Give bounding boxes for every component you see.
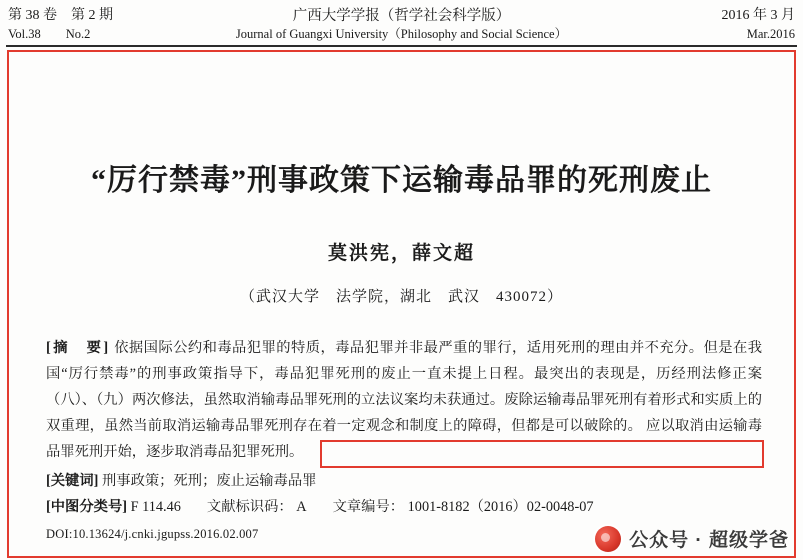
volume-issue-en: Vol.38 No.2 [8, 27, 91, 41]
abstract-highlight-text: 应以取消由运输毒品罪死刑开始，逐步取消毒品犯罪死刑。 [46, 418, 763, 460]
abstract-label: [摘 要] [46, 340, 111, 356]
classification-line [46, 495, 762, 519]
doi-line: DOI:10.13624/j.cnki.jgupss.2016.02.007 [46, 527, 259, 541]
abstract-text: 依据国际公约和毒品犯罪的特质，毒品犯罪并非最严重的罪行，适用死刑的理由并不充分。但是在我国“厉行禁毒”的刑事政策指导下，毒品犯罪死刑的废止一直未提上日程。最突出的表现是，历经刑法修正案（八）、（九）两次修法，虽然取消输毒品罪死刑的立法议案均未获通过。废除运输毒品罪死刑有着形式和实质上的双重理，虽然当前取消运输毒品罪死刑存在着一定观念和制度上的障碍，但都是可以破除的。 [46, 340, 763, 434]
article-id-label: 文章编号： [332, 499, 405, 515]
keywords-text: 刑事政策；死刑；废止运输毒品罪 [102, 473, 317, 489]
header-rule [6, 45, 797, 47]
watermark-badge [595, 525, 789, 552]
article-id-value: 1001-8182（2016）02-0048-07 [407, 499, 594, 515]
issue-date-cn: 2016 年 3 月 [721, 8, 795, 23]
running-head [0, 0, 803, 46]
doc-code-label: 文献标识码： [206, 499, 293, 515]
abstract-highlight-box [320, 440, 764, 468]
article-id-group [333, 495, 594, 519]
clc-group [46, 495, 181, 519]
doc-code-group [207, 495, 307, 519]
keywords-line [46, 469, 762, 493]
clc-label: [中图分类号] [46, 499, 128, 515]
clc-value: F 114.46 [130, 499, 181, 515]
doc-code-value: A [296, 499, 307, 515]
article-authors: 莫洪宪，薛文超 [327, 243, 475, 264]
issue-date-en: Mar.2016 [746, 27, 795, 41]
article-title: “厉行禁毒”刑事政策下运输毒品罪的死刑废止 [91, 164, 712, 197]
running-head-line-2 [0, 24, 803, 42]
journal-name-cn: 广西大学学报（哲学社会科学版） [292, 8, 511, 24]
journal-name-en: Journal of Guangxi University（Philosophy and Social Science） [235, 27, 568, 41]
round-avatar-icon [595, 526, 621, 552]
watermark-text: 公众号 · 超级学爸 [629, 530, 789, 551]
keywords-label: [关键词] [46, 473, 99, 489]
volume-issue: 第 38 卷 第 2 期 [8, 8, 113, 23]
running-head-line-1 [0, 4, 803, 24]
author-affiliation: （武汉大学 法学院，湖北 武汉 430072） [239, 289, 563, 305]
